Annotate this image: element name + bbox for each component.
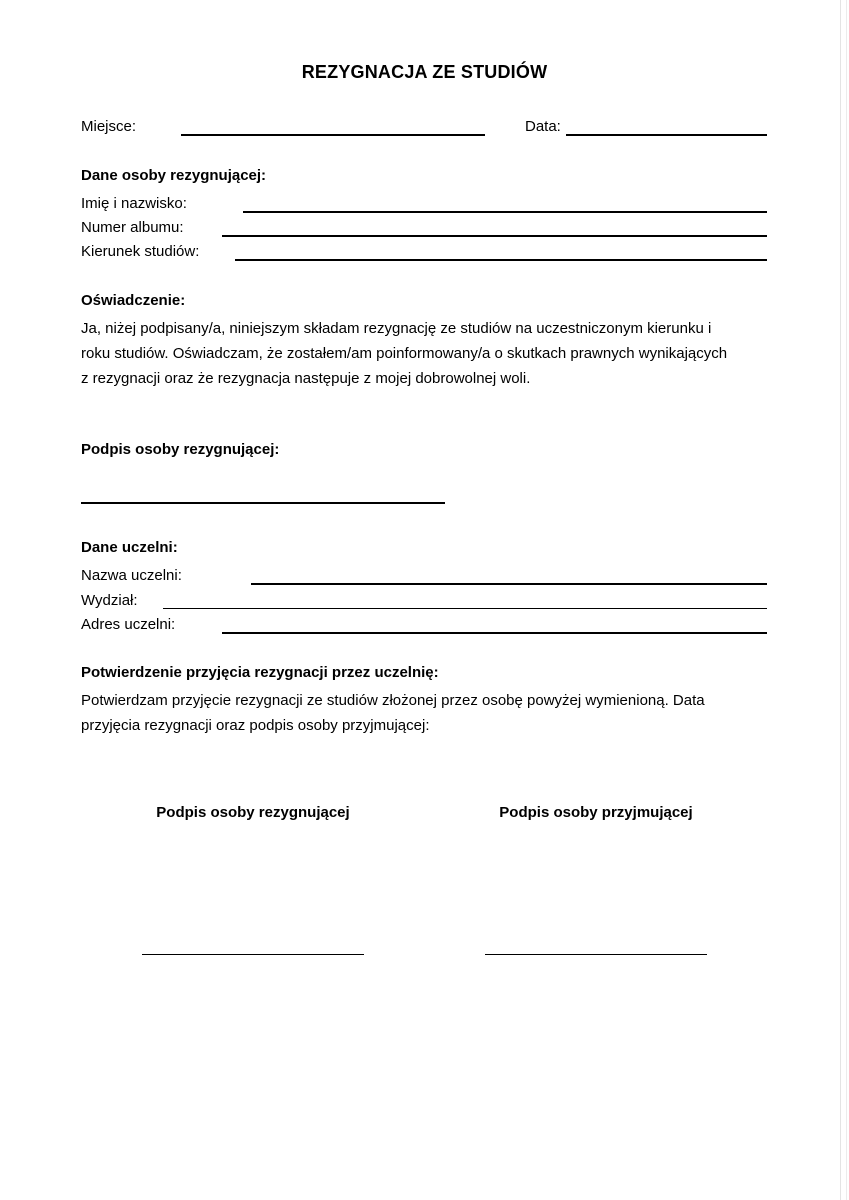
declaration-text (81, 316, 771, 391)
declaration-line-3: z rezygnacji oraz że rezygnacja następuje z mojej dobrowolnej woli. (81, 370, 531, 387)
page-edge-shadow (846, 0, 847, 1200)
university-name-label: Nazwa uczelni: (81, 567, 182, 584)
signature-heading: Podpis osoby rezygnującej: (81, 441, 280, 458)
confirmation-line-2: przyjęcia rezygnacji oraz podpis osoby przyjmującej: (81, 717, 430, 734)
album-label: Numer albumu: (81, 219, 184, 236)
album-field[interactable] (222, 235, 767, 237)
place-field[interactable] (181, 134, 485, 136)
confirmation-text (81, 688, 771, 738)
person-heading: Dane osoby rezygnującej: (81, 167, 267, 184)
accepting-person-signature-field[interactable] (485, 954, 707, 955)
field-of-study-field[interactable] (235, 259, 767, 261)
confirmation-heading: Potwierdzenie przyjęcia rezygnacji przez uczelnię: (81, 664, 439, 681)
university-address-label: Adres uczelni: (81, 616, 176, 633)
date-label: Data: (525, 118, 561, 135)
declaration-line-2: roku studiów. Oświadczam, że zostałem/am poinformowany/a o skutkach prawnych wynikających (81, 345, 728, 362)
name-field[interactable] (243, 211, 767, 213)
faculty-field[interactable] (163, 608, 767, 609)
resigning-person-signature-field[interactable] (142, 954, 364, 955)
confirmation-line-1: Potwierdzam przyjęcie rezygnacji ze studiów złożonej przez osobę powyżej wymienioną. Data (81, 692, 705, 709)
name-label: Imię i nazwisko: (81, 195, 187, 212)
document-title: REZYGNACJA ZE STUDIÓW (301, 62, 548, 82)
page-edge (840, 0, 841, 1200)
declaration-line-1: Ja, niżej podpisany/a, niniejszym składam rezygnację ze studiów na uczestniczonym kierunku i (81, 320, 712, 337)
resigning-person-signature-label: Podpis osoby rezygnującej (156, 804, 350, 821)
university-name-field[interactable] (251, 583, 767, 585)
field-of-study-label: Kierunek studiów: (81, 243, 200, 260)
accepting-person-signature-label: Podpis osoby przyjmującej (499, 804, 693, 821)
declaration-heading: Oświadczenie: (81, 292, 186, 309)
university-address-field[interactable] (222, 632, 767, 634)
date-field[interactable] (566, 134, 767, 136)
signature-field[interactable] (81, 502, 445, 504)
place-label: Miejsce: (81, 118, 137, 135)
faculty-label: Wydział: (81, 592, 138, 609)
university-heading: Dane uczelni: (81, 539, 178, 556)
